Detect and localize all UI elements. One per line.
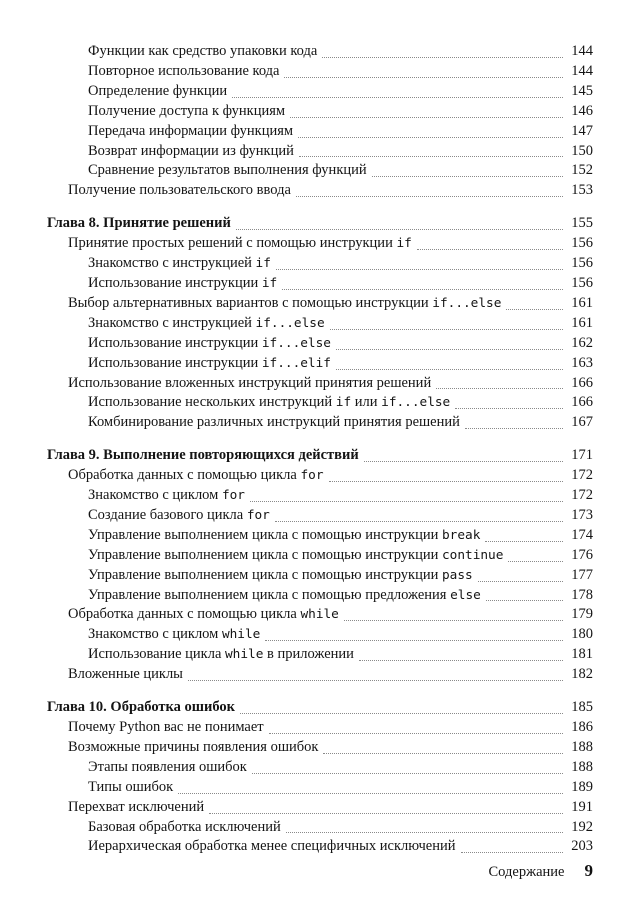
toc-title-text: Иерархическая обработка менее специфичных исключений [88,838,456,855]
toc-entry-page-number: 166 [571,374,593,391]
toc-title-text: Использование инструкции [88,354,262,371]
toc-entry-row [47,82,593,102]
toc-title-text: Определение функции [88,82,228,99]
dot-leader [290,117,563,118]
toc-title-text: Глава 8. Принятие решений [47,215,231,232]
toc-entry-page-number: 162 [571,334,593,351]
toc-chapter-row [47,698,593,718]
toc-title-text: Повторное использование кода [88,62,280,79]
toc-entry-title [88,566,473,586]
toc-entry-page-number: 188 [571,738,593,755]
toc-title-text: Использование вложенных инструкций принятия решений [68,374,432,391]
dot-leader [329,481,564,482]
toc-chapter-row [47,446,593,466]
toc-title-text: Типы ошибок [88,778,174,795]
toc-title-text: Знакомство с циклом [88,487,222,504]
toc-entry-title [88,82,227,102]
toc-code-keyword: while [300,607,339,623]
dot-leader [372,176,563,177]
toc-code-keyword: for [221,488,245,504]
dot-leader [250,501,563,502]
dot-leader [461,852,563,853]
dot-leader [330,329,563,330]
toc-entry-row [47,354,593,374]
toc-entry-title [68,798,204,818]
toc-title-text: Функции как средство упаковки кода [88,43,318,59]
toc-entry-title [88,645,354,665]
toc-entry-title [68,234,412,254]
toc-entry-title [88,354,331,374]
toc-title-text: Почему Python вас не понимает [68,719,264,735]
toc-entry-page-number: 155 [571,215,593,232]
toc-entry-page-number: 156 [571,274,593,291]
toc-entry-row [47,758,593,778]
toc-entry-page-number: 203 [571,838,593,855]
toc-entry-row [47,546,593,566]
toc-entry-row [47,374,593,394]
toc-entry-page-number: 172 [571,467,593,484]
toc-title-text: Знакомство с инструкцией [88,314,256,331]
toc-title-text: в приложении [263,646,354,663]
toc-code-keyword: pass [441,567,473,583]
toc-entry-page-number: 179 [571,606,593,623]
dot-leader [275,521,563,522]
toc-code-keyword: while [221,627,261,643]
toc-title-text: Получение пользовательского ввода [68,182,291,199]
toc-title-text: Использование инструкции [88,334,262,351]
dot-leader [336,369,563,370]
toc-title-text: Возврат информации из функций [88,142,294,159]
toc-entry-title [47,214,231,234]
toc-entry-title [88,506,270,526]
dot-leader [299,156,563,157]
toc-entry-title [88,486,245,506]
toc-entry-page-number: 180 [571,626,593,643]
toc-code-keyword: if...else [255,315,325,331]
toc-entry-page-number: 186 [571,719,593,735]
toc-title-text: Выбор альтернативных вариантов с помощью инструкции [68,294,433,311]
toc-entry-page-number: 166 [571,394,593,411]
dot-leader [436,388,563,389]
page-footer [489,861,593,881]
dot-leader [298,137,563,138]
toc-entry-title [88,758,247,778]
toc-entry-row [47,625,593,645]
dot-leader [236,229,563,230]
toc-title-text: Использование нескольких инструкций [88,394,336,411]
toc-title-text: Передача информации функциям [88,122,294,139]
toc-title-text: Глава 10. Обработка ошибок [47,699,236,716]
toc-entry-page-number: 156 [571,235,593,252]
toc-entry-page-number: 181 [571,646,593,663]
dot-leader [188,680,563,681]
dot-leader [485,541,563,542]
dot-leader [336,349,563,350]
toc-entry-page-number: 189 [571,778,593,795]
toc-entry-row [47,254,593,274]
toc-code-keyword: for [246,507,270,523]
toc-title-text: Управление выполнением цикла с помощью инструкции [88,566,442,583]
toc-entry-title [88,42,317,62]
toc-title-text: Знакомство с инструкцией [88,255,256,272]
toc-code-keyword: if...else [432,295,502,311]
toc-entry-title [68,466,324,486]
toc-chapter-row [47,214,593,234]
toc-entry-row [47,393,593,413]
toc-entry-row [47,526,593,546]
toc-entry-page-number: 182 [571,666,593,683]
dot-leader [240,713,563,714]
dot-leader [209,813,563,814]
toc-title-text: Вложенные циклы [68,666,183,683]
toc-entry-title [68,665,183,685]
toc-entry-row [47,314,593,334]
toc-code-keyword: if [261,275,278,291]
toc-entry-title [88,62,279,82]
toc-entry-title [47,446,359,466]
toc-entry-row [47,486,593,506]
toc-entry-page-number: 153 [571,182,593,199]
toc-entry-page-number: 161 [571,314,593,331]
toc-entry-page-number: 177 [571,566,593,583]
toc-code-keyword: if...else [381,395,451,411]
dot-leader [296,196,563,197]
toc-title-text: Принятие простых решений с помощью инструкции [68,235,397,252]
toc-title-text: Обработка данных с помощью цикла [68,606,301,623]
toc-entry-page-number: 173 [571,506,593,523]
toc-entry-page-number: 152 [571,162,593,179]
toc-entry-title [68,738,318,758]
toc-entry-title [88,586,481,606]
toc-entry-title [88,254,271,274]
toc-entry-row [47,62,593,82]
toc-code-keyword: if [335,395,352,411]
toc-title-text: или [351,394,382,411]
toc-entry-page-number: 144 [571,43,593,59]
toc-code-keyword: if...else [261,335,331,351]
toc-entry-row [47,645,593,665]
toc-entry-page-number: 192 [571,818,593,835]
toc-entry-title [68,294,501,314]
toc-title-text: Использование цикла [88,646,225,663]
toc-entry-row [47,161,593,181]
dot-leader [265,640,563,641]
toc-entry-title [88,102,285,122]
toc-entry-row [47,122,593,142]
toc-entry-title [88,778,173,798]
dot-leader [465,428,563,429]
dot-leader [455,408,563,409]
toc-entry-page-number: 178 [571,586,593,603]
toc-entry-title [88,393,450,413]
toc-title-text: Управление выполнением цикла с помощью инструкции [88,526,442,543]
toc-entry-row [47,234,593,254]
toc-code-keyword: break [441,527,481,543]
toc-title-text: Этапы появления ошибок [88,758,247,775]
toc-entry-title [88,142,294,162]
toc-code-keyword: while [225,647,264,663]
toc-entry-title [68,181,291,201]
dot-leader [178,793,563,794]
toc-title-text: Знакомство с циклом [88,626,222,643]
toc-entry-title [47,698,235,718]
toc-entry-page-number: 147 [571,122,593,139]
footer-page-number: 9 [584,861,593,880]
toc-title-text: Получение доступа к функциям [88,102,286,119]
dot-leader [323,753,563,754]
toc-entry-row [47,274,593,294]
toc-entry-page-number: 176 [571,546,593,563]
toc-entry-row [47,566,593,586]
toc-entry-title [88,625,260,645]
toc-title-text: Сравнение результатов выполнения функций [88,162,367,179]
toc-title-text: Глава 9. Выполнение повторяющихся действий [47,447,359,464]
toc-entry-page-number: 144 [571,62,593,79]
dot-leader [252,773,563,774]
dot-leader [486,600,563,601]
dot-leader [286,832,563,833]
dot-leader [269,733,563,734]
toc-entry-row [47,334,593,354]
toc-entry-title [88,413,460,433]
toc-code-keyword: for [300,468,324,484]
toc-entry-page-number: 174 [571,526,593,543]
dot-leader [478,581,563,582]
toc-entry-row [47,506,593,526]
toc-title-text: Использование инструкции [88,274,262,291]
toc-entry-title [88,274,277,294]
toc-entry-row [47,294,593,314]
toc-entry-row [47,798,593,818]
toc-entry-page-number: 163 [571,354,593,371]
toc-title-text: Обработка данных с помощью цикла [68,467,301,484]
toc-entry-row [47,181,593,201]
dot-leader [232,97,563,98]
toc-entry-title [68,718,264,738]
dot-leader [276,269,563,270]
toc-entry-title [88,314,325,334]
toc-entry-row [47,42,593,62]
footer-section-label: Содержание [488,864,565,880]
toc-entry-page-number: 167 [571,414,593,431]
toc-title-text: Комбинирование различных инструкций принятия решений [88,414,460,431]
toc-title-text: Перехват исключений [68,798,205,815]
toc-entry-row [47,718,593,738]
toc-code-keyword: if [255,256,271,272]
toc-entry-title [68,374,431,394]
dot-leader [359,660,563,661]
toc-entry-row [47,738,593,758]
dot-leader [282,289,563,290]
toc-entry-row [47,605,593,625]
toc-title-text: Управление выполнением цикла с помощью предложения [88,586,451,603]
toc-entry-title [88,818,281,838]
toc-entry-page-number: 146 [571,102,593,119]
toc-entry-row [47,102,593,122]
toc-code-keyword: if [396,236,412,252]
toc-entry-page-number: 161 [571,294,593,311]
toc-entry-page-number: 185 [571,699,593,716]
toc-code-keyword: if...elif [261,355,331,371]
toc-entry-title [88,161,367,181]
toc-entry-row [47,586,593,606]
dot-leader [506,309,563,310]
toc-entry-row [47,142,593,162]
toc-entry-row [47,778,593,798]
toc-entry-row [47,665,593,685]
toc-code-keyword: else [450,587,481,603]
toc-entry-page-number: 172 [571,487,593,504]
toc-entry-page-number: 188 [571,758,593,775]
toc-entry-title [88,122,293,142]
toc-entry-title [88,334,331,354]
toc-entry-page-number: 191 [571,798,593,815]
toc-entry-title [88,546,503,566]
toc-entry-title [88,837,456,857]
toc-entry-page-number: 171 [571,447,593,464]
toc-entry-row [47,818,593,838]
dot-leader [508,561,563,562]
toc-entry-title [68,605,339,625]
dot-leader [344,620,563,621]
toc-entry-row [47,413,593,433]
toc-entry-title [88,526,480,546]
toc-entry-row [47,837,593,857]
toc-title-text: Базовая обработка исключений [88,818,281,835]
toc-entry-page-number: 145 [571,82,593,99]
dot-leader [322,57,563,58]
toc-title-text: Возможные причины появления ошибок [68,738,319,755]
toc-title-text: Создание базового цикла [88,506,247,523]
toc-entry-page-number: 156 [571,255,593,272]
toc-entry-row [47,466,593,486]
toc-code-keyword: continue [441,547,504,563]
dot-leader [364,461,563,462]
dot-leader [284,77,563,78]
dot-leader [417,249,563,250]
toc-title-text: Управление выполнением цикла с помощью инструкции [88,546,442,563]
toc-entry-page-number: 150 [571,142,593,159]
